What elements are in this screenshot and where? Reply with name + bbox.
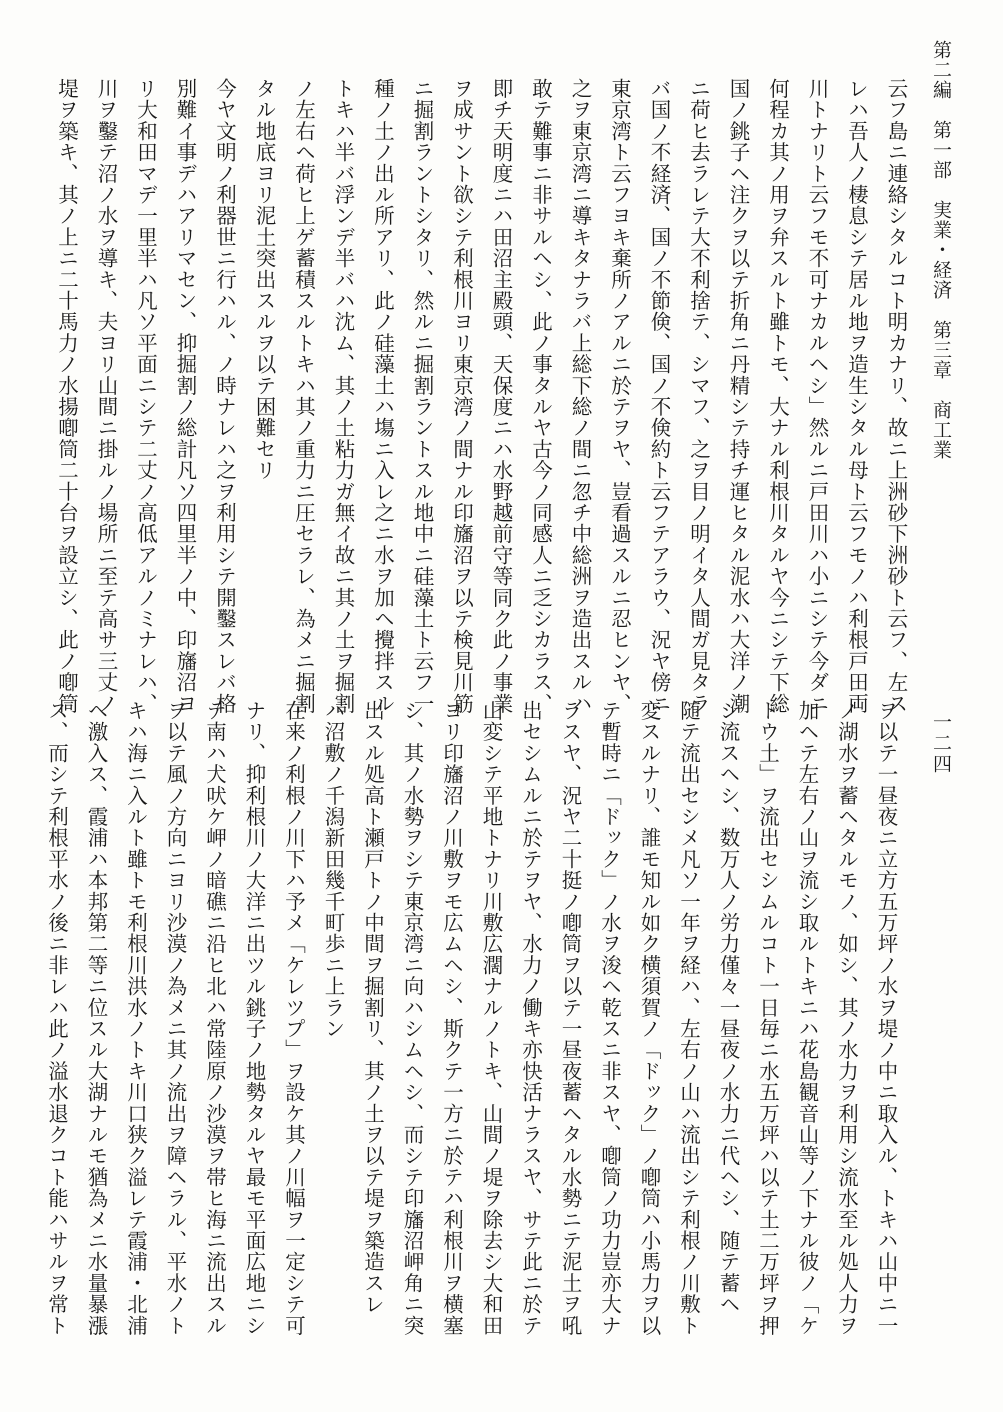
text-line: 今ヤ文明ノ利器世ニ行ハル、ノ時ナレハ之ヲ利用シテ開鑿スレバ格 — [212, 78, 237, 714]
text-line: 在来ノ利根ノ川下ハ予メ「ケレツプ」ヲ設ケ其ノ川幅ヲ一定シテ可 — [281, 700, 306, 1336]
text-line: 別難イ事デハアリマセン、抑掘割ノ総計凡ソ四里半ノ中、印旛沼ヨ — [173, 78, 197, 714]
text-line: 変スルナリ、誰モ知ル如ク横須賀ノ「ドック」ノ喞筒ハ小馬力ヲ以 — [637, 700, 661, 1336]
text-line: ナリ、抑利根川ノ大洋ニ出ツル銚子ノ地勢タルヤ最モ平面広地ニシ — [242, 700, 266, 1336]
text-line: タル地底ヨリ泥土突出スルヲ以テ困難セリ — [252, 78, 276, 481]
text-line: 出セシムルニ於テヲヤ、水力ノ働キ亦快活ナラスヤ、サテ此ニ於テ — [518, 700, 543, 1336]
text-line: シ流スヘシ、数万人ノ労力僅々一昼夜ノ水力ニ代ヘシ、随テ蓄ヘ — [716, 700, 740, 1315]
text-line: ス、而シテ利根平水ノ後ニ非レハ此ノ溢水退クコト能ハサルヲ常ト — [44, 700, 69, 1336]
text-line: ノ左右ヘ荷ヒ上ゲ蓄積スルトキハ其ノ重力ニ圧セラレ、為メニ掘割 — [291, 78, 316, 714]
text-line: ニ荷ヒ去ラレテ大不利捨テ、シマフ、之ヲ目ノ明イタ人間ガ見タラ — [686, 78, 711, 714]
text-line: 即チ天明度ニハ田沼主殿頭、天保度ニハ水野越前守等同ク此ノ事業 — [489, 78, 513, 714]
text-line: テ南ハ犬吠ケ岬ノ暗礁ニ沿ヒ北ハ常陸原ノ沙漠ヲ帯ヒ海ニ流出スル — [202, 700, 227, 1336]
text-line: リ大和田マデ一里半ハ凡ソ平面ニシテ二丈ノ高低アルノミナレハ、 — [133, 78, 158, 714]
text-line: テ暫時ニ「ドック」ノ水ヲ浚ヘ乾スニ非スヤ、喞筒ノ功力豈亦大ナ — [597, 700, 622, 1336]
text-line: 云フ島ニ連絡シタルコト明カナリ、故ニ上洲砂下洲砂ト云フ、左ス — [884, 78, 908, 714]
text-line: ノ湖水ヲ蓄ヘタルモノ、如シ、其ノ水力ヲ利用シ流水至ル処人力ヲ — [834, 700, 859, 1336]
text-line: ヲ成サント欲シテ利根川ヨリ東京湾ノ間ナル印旛沼ヲ以テ検見川筋 — [449, 78, 474, 714]
text-line: 何程カ其ノ用ヲ弁スルト雖トモ、大ナル利根川タルヤ今ニシテ下総 — [765, 78, 790, 714]
running-header: 第二編 第一部 実業・経済 第三章 商工業 — [930, 40, 952, 460]
text-line: 山変シテ平地トナリ川敷広濶ナルノトキ、山間ノ堤ヲ除去シ大和田 — [479, 700, 503, 1336]
text-line: トウ土」ヲ流出セシムルコト一日毎ニ水五万坪ハ以テ土二万坪ヲ押 — [755, 700, 780, 1336]
text-line: ラスヤ、況ヤ二十挺ノ喞筒ヲ以テ一昼夜蓄ヘタル水勢ニテ泥土ヲ吼 — [558, 700, 582, 1336]
text-line: ニ掘割ラントシタリ、然ルニ掘割ラントスル地中ニ硅藻土ト云フ一 — [410, 78, 434, 714]
text-line: 堤ヲ築キ、其ノ上ニ二十馬力ノ水揚喞筒二十台ヲ設立シ、此ノ喞筒 — [54, 78, 79, 714]
upper-text-block — [54, 78, 915, 715]
text-line: 敢テ難事ニ非サルヘシ、此ノ事タルヤ古今ノ同感人ニ乏シカラス、 — [528, 78, 553, 714]
text-line: ヘ激入ス、霞浦ハ本邦第二等ニ位スル大湖ナルモ猶為メニ水量暴漲 — [84, 700, 108, 1336]
text-line: トキハ半バ浮ンデ半バハ沈ム、其ノ土粘力ガ無イ故ニ其ノ土ヲ掘割 — [331, 78, 355, 714]
lower-text-block — [44, 700, 905, 1380]
text-line: ヨリ印旛沼ノ川敷ヲモ広ムヘシ、斯クテ一方ニ於テハ利根川ヲ横塞 — [439, 700, 464, 1336]
text-line: 川トナリト云フモ不可ナカルヘシ」然ルニ戸田川ハ小ニシテ今ダニ — [805, 78, 829, 714]
text-line: レハ吾人ノ棲息シテ居ル地ヲ造生シタル母ト云フモノハ利根戸田両 — [844, 78, 869, 714]
text-line: 東京湾ト云フヨキ棄所ノアルニ於テヲヤ、豈看過スルニ忍ヒンヤ、 — [607, 78, 632, 714]
text-line: シ、其ノ水勢ヲシテ東京湾ニ向ハシムヘシ、而シテ印旛沼岬角ニ突 — [400, 700, 424, 1336]
text-line: キハ海ニ入ルト雖トモ利根川洪水ノトキ川口狭ク溢レテ霞浦・北浦 — [123, 700, 148, 1336]
text-line: バ国ノ不経済、国ノ不節倹、国ノ不倹約ト云フテアラウ、況ヤ傍ニ — [647, 78, 671, 714]
page-number: 一二四 — [930, 712, 952, 775]
text-line: 川ヲ鑿テ沼ノ水ヲ導キ、夫ヨリ山間ニ掛ルノ場所ニ至テ高サ三丈ノ — [94, 78, 118, 715]
text-line: ハ沼敷ノ千潟新田幾千町歩ニ上ラン — [321, 700, 345, 1040]
text-line: 国ノ銚子ヘ注クヲ以テ折角ニ丹精シテ持チ運ヒタル泥水ハ大洋ノ潮 — [726, 78, 750, 714]
text-line: 加ヘテ左右ノ山ヲ流シ取ルトキニハ花島観音山等ノ下ナル彼ノ「ケ — [795, 700, 819, 1336]
text-line: ヲ以テ一昼夜ニ立方五万坪ノ水ヲ堤ノ中ニ取入ル、トキハ山中ニ一 — [874, 700, 898, 1336]
text-line: ヲ以テ風ノ方向ニヨリ沙漠ノ為メニ其ノ流出ヲ障ヘラル、平水ノト — [163, 700, 187, 1336]
text-line: 種ノ土ノ出ル所アリ、此ノ硅藻土ハ塲ニ入レ之ニ水ヲ加ヘ攪拌スル — [370, 78, 395, 715]
text-line: 出スル処高ト瀬戸トノ中間ヲ掘割リ、其ノ土ヲ以テ堤ヲ築造スレ — [360, 700, 385, 1315]
text-line: 之ヲ東京湾ニ導キタナラバ上総下総ノ間ニ忽チ中総洲ヲ造出スルハ — [568, 78, 592, 714]
text-line: 随テ流出セシメ凡ソ一年ヲ経ハ、左右ノ山ハ流出シテ利根ノ川敷ト — [676, 700, 701, 1336]
